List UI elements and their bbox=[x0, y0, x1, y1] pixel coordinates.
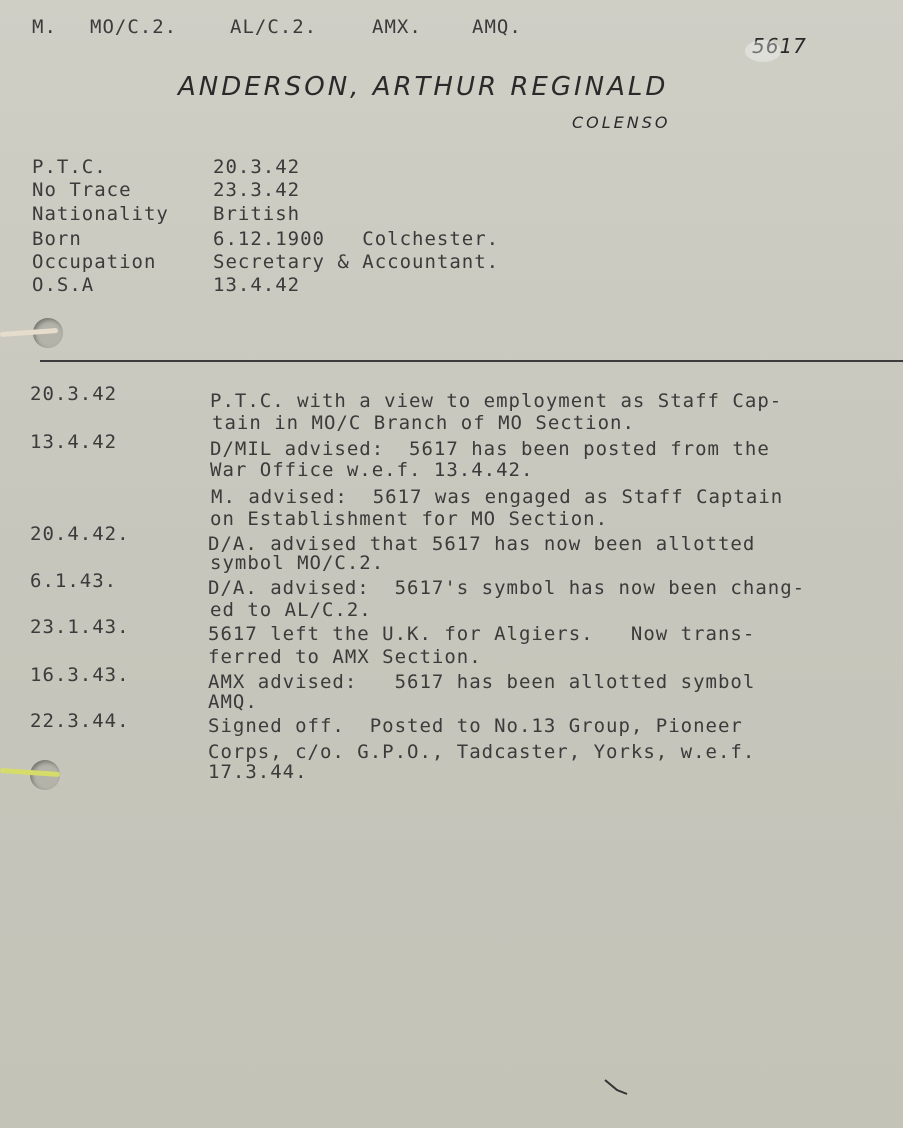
detail-label: Occupation bbox=[32, 251, 157, 273]
detail-value: Secretary & Accountant. bbox=[213, 251, 500, 273]
entry-date: 6.1.43. bbox=[30, 570, 118, 592]
detail-value: British bbox=[213, 203, 301, 225]
entry-line: M. advised: 5617 was engaged as Staff Captain bbox=[211, 486, 784, 508]
entry-line: AMQ. bbox=[208, 691, 258, 713]
detail-label: O.S.A bbox=[32, 274, 95, 296]
detail-value: 6.12.1900 Colchester. bbox=[213, 228, 500, 250]
symbol-alc2: AL/C.2. bbox=[230, 16, 318, 38]
symbol-moc2: MO/C.2. bbox=[90, 16, 178, 38]
detail-label: Born bbox=[32, 228, 82, 250]
entry-line: D/A. advised that 5617 has now been allotted bbox=[208, 533, 756, 555]
person-name: ANDERSON, ARTHUR REGINALD bbox=[178, 72, 669, 102]
pencil-mark bbox=[603, 1078, 633, 1098]
entry-date: 20.3.42 bbox=[30, 383, 118, 405]
detail-value: 23.3.42 bbox=[213, 179, 301, 201]
entry-line: Signed off. Posted to No.13 Group, Pioneer bbox=[208, 715, 743, 737]
entry-line: ferred to AMX Section. bbox=[208, 646, 482, 668]
detail-label: P.T.C. bbox=[32, 156, 107, 178]
entry-line: 5617 left the U.K. for Algiers. Now trans- bbox=[208, 623, 756, 645]
reference-number: 5617 bbox=[752, 34, 807, 58]
entry-line: P.T.C. with a view to employment as Staff Cap- bbox=[210, 390, 783, 412]
symbol-amx: AMX. bbox=[372, 16, 422, 38]
detail-label: Nationality bbox=[32, 203, 169, 225]
entry-line: 17.3.44. bbox=[208, 761, 308, 783]
entry-line: symbol MO/C.2. bbox=[210, 552, 385, 574]
entry-line: D/A. advised: 5617's symbol has now been chang- bbox=[208, 577, 806, 599]
detail-value: 13.4.42 bbox=[213, 274, 301, 296]
entry-line: War Office w.e.f. 13.4.42. bbox=[210, 459, 534, 481]
entry-date: 23.1.43. bbox=[30, 616, 130, 638]
entry-line: tain in MO/C Branch of MO Section. bbox=[212, 412, 635, 434]
entry-line: D/MIL advised: 5617 has been posted from the bbox=[210, 438, 770, 460]
detail-value: 20.3.42 bbox=[213, 156, 301, 178]
divider-line bbox=[40, 360, 903, 362]
entry-line: on Establishment for MO Section. bbox=[210, 508, 609, 530]
entry-date: 20.4.42. bbox=[30, 523, 130, 545]
entry-line: AMX advised: 5617 has been allotted symbol bbox=[208, 671, 756, 693]
entry-date: 22.3.44. bbox=[30, 710, 130, 732]
entry-line: Corps, c/o. G.P.O., Tadcaster, Yorks, w.e.f. bbox=[208, 741, 756, 763]
paper-scuff bbox=[745, 40, 781, 62]
alias-name: COLENSO bbox=[572, 113, 671, 132]
entry-date: 16.3.43. bbox=[30, 664, 130, 686]
entry-date: 13.4.42 bbox=[30, 431, 118, 453]
entry-line: ed to AL/C.2. bbox=[210, 599, 372, 621]
detail-label: No Trace bbox=[32, 179, 132, 201]
symbol-amq: AMQ. bbox=[472, 16, 522, 38]
symbol-m: M. bbox=[32, 16, 57, 38]
